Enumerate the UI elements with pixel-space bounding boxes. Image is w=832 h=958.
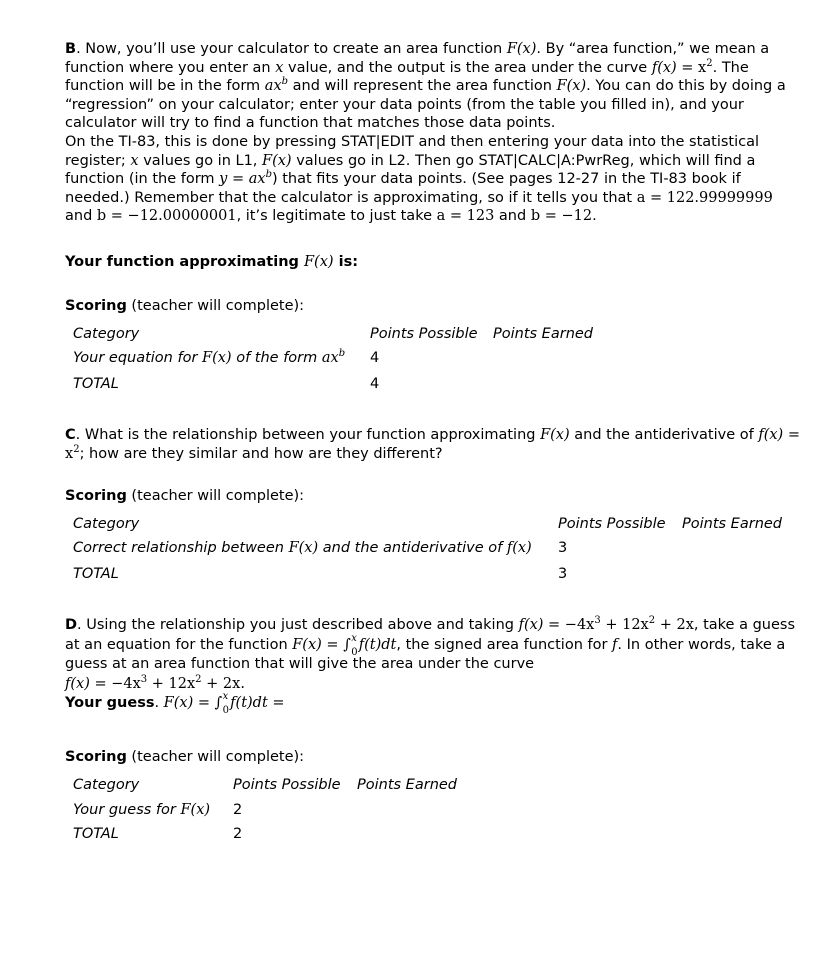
col-points-earned: Points Earned — [357, 777, 458, 793]
row-label-guess: Your guess for F(x) — [73, 802, 211, 818]
col-points-earned: Points Earned — [493, 326, 594, 342]
section-d-text: D. Using the relationship you just described above and taking $f(x) = -4x^3 + 12x^2 + 2x$, take a guess at an equation for the function F(x) = ∫ x 0 f(t)dt, the signed area function for f. In other words, take a guess at an area function that will give the area under the curve $f(x) = -4x^3 + 12x^2 + 2x$. Your guess. F(x) = ∫ x 0 f(t)dt = — [65, 615, 796, 716]
approx-heading: Your function approximating F(x) is: — [65, 254, 358, 270]
scoring-label-c: Scoring (teacher will complete): — [65, 488, 305, 504]
col-category: Category — [73, 326, 140, 342]
total-label: TOTAL — [73, 376, 119, 392]
row-points-relationship: 3 — [558, 540, 568, 556]
integral-sign: ∫ x 0 — [214, 691, 229, 716]
row-label-relationship: Correct relationship between F(x) and the antiderivative of f(x) — [73, 540, 532, 556]
section-c-letter: C — [65, 427, 76, 443]
total-points: 2 — [233, 826, 243, 842]
col-points-possible: Points Possible — [558, 516, 666, 532]
col-category: Category — [73, 516, 140, 532]
col-points-earned: Points Earned — [682, 516, 783, 532]
section-b-text: B. Now, you’ll use your calculator to create an area function F(x). By “area function,” we mean a function where you enter an x value, and the output is the area under the curve $f(x) = x^2$. The function will be in the form $ax^b$ and will represent the area function F(x). You can do this by doing a “regression” on your calculator; enter your data points (from the table you filled in), and your calculator will try to find a function that matches those data points. On the TI-83, this is done by pressing STAT|EDIT and then entering your data into the statistical register; x values go in L1, F(x) values go in L2. Then go STAT|CALC|A:PwrReg, which will find a function (in the form $y = ax^b$) that fits your data points. (See pages 12-27 in the TI-83 book if needed.) Remember that the calculator is approximating, so if it tells you that a = 122.99999999 and b = −12.00000001, it’s legitimate to just take a = 123 and b = −12. — [65, 41, 786, 225]
total-label: TOTAL — [73, 826, 119, 842]
col-category: Category — [73, 777, 140, 793]
section-d-letter: D — [65, 617, 78, 633]
scoring-label-d: Scoring (teacher will complete): — [65, 749, 305, 765]
section-c-text: C. What is the relationship between your function approximating F(x) and the antiderivative of $f(x) = x^2$; how are they similar and how are they different? — [65, 427, 800, 462]
row-points-guess: 2 — [233, 802, 243, 818]
total-points: 3 — [558, 566, 568, 582]
section-b-letter: B — [65, 41, 77, 57]
integral-sign: ∫ x 0 — [343, 632, 358, 658]
scoring-label-b: Scoring (teacher will complete): — [65, 298, 305, 314]
row-points-equation: 4 — [370, 350, 380, 366]
guess-label: Your guess — [65, 695, 155, 711]
col-points-possible: Points Possible — [370, 326, 478, 342]
row-label-equation: Your equation for F(x) of the form $ax^b$ — [73, 348, 346, 366]
total-label: TOTAL — [73, 566, 119, 582]
col-points-possible: Points Possible — [233, 777, 341, 793]
total-points: 4 — [370, 376, 380, 392]
